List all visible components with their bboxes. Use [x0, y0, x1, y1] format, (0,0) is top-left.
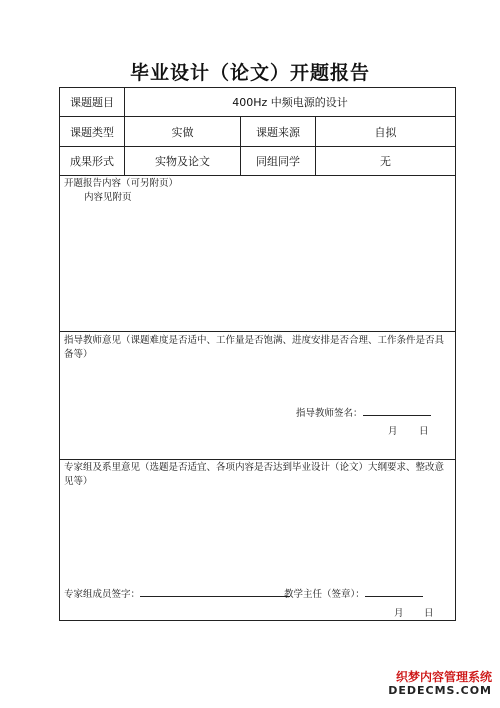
topic-value: 400Hz 中频电源的设计	[232, 96, 348, 109]
topic-row	[60, 88, 455, 117]
dedecms-watermark	[388, 670, 492, 698]
topic-label: 课题题目	[60, 88, 125, 116]
committee-members-label: 专家组成员签字：	[64, 589, 141, 600]
result-row	[60, 147, 455, 176]
type-label: 课题类型	[60, 117, 125, 146]
committee-day: 日	[424, 608, 434, 619]
director-signature	[284, 586, 423, 600]
advisor-signature-line	[363, 406, 431, 416]
director-line	[365, 587, 423, 597]
page-title: 毕业设计（论文）开题报告	[129, 62, 370, 84]
type-row	[60, 117, 455, 147]
source-label: 课题来源	[241, 117, 316, 146]
advisor-section	[60, 332, 455, 460]
report-content: 内容见附页	[84, 192, 132, 203]
advisor-signature-label: 指导教师签名：	[296, 408, 363, 419]
advisor-day: 日	[419, 426, 429, 437]
proposal-form	[59, 87, 456, 621]
committee-section	[60, 460, 455, 620]
watermark-line2: DEDECMS.COM	[388, 684, 492, 697]
result-form-value: 实物及论文	[125, 147, 241, 175]
result-form-label: 成果形式	[60, 147, 125, 175]
group-label: 同组同学	[241, 147, 316, 175]
advisor-signature	[296, 405, 431, 419]
watermark-line1: 织梦内容管理系统	[395, 670, 492, 684]
advisor-month: 月	[388, 426, 398, 437]
director-label: 教学主任（签章）：	[284, 589, 365, 600]
advisor-heading: 指导教师意见（课题难度是否适中、工作量是否饱满、进度安排是否合理、工作条件是否具备等）	[64, 335, 445, 360]
committee-members-signature	[64, 586, 290, 600]
committee-members-line	[140, 587, 290, 597]
committee-month: 月	[394, 608, 404, 619]
report-heading: 开题报告内容（可另附页）	[64, 178, 179, 189]
committee-heading: 专家组及系里意见（选题是否适宜、各项内容是否达到毕业设计（论文）大纲要求、整改意见等）	[64, 462, 445, 487]
type-value: 实做	[125, 117, 241, 146]
report-section	[60, 176, 455, 332]
source-value: 自拟	[374, 125, 397, 139]
group-value: 无	[380, 155, 391, 168]
